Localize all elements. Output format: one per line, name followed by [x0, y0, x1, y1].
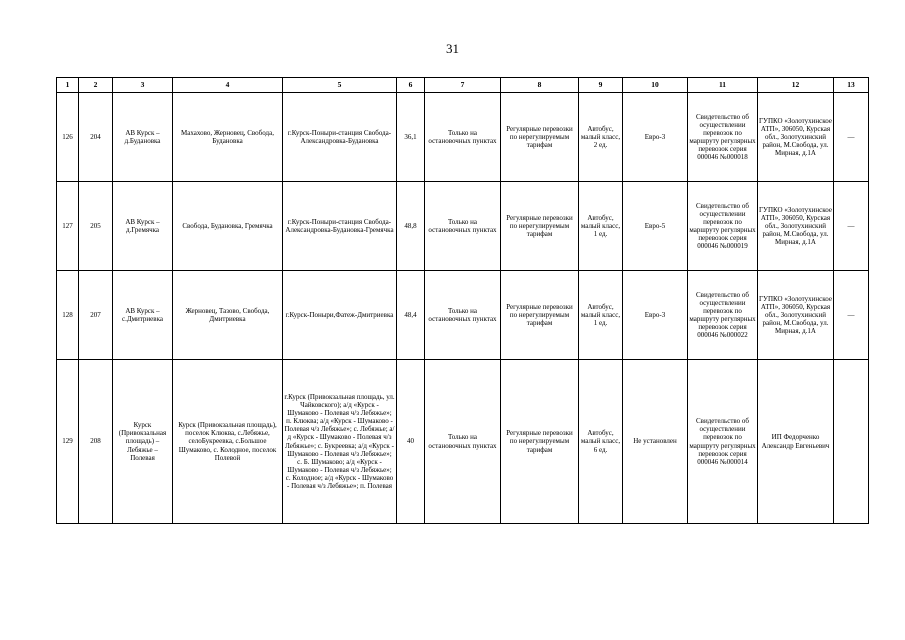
notes: — — [834, 93, 869, 182]
header-cell: 13 — [834, 78, 869, 93]
vehicle-class: Автобус, малый класс, 2 ед. — [579, 93, 623, 182]
header-cell: 3 — [113, 78, 173, 93]
header-cell: 4 — [173, 78, 283, 93]
boarding-procedure: Только на остановочных пунктах — [425, 271, 501, 360]
carrier: ГУПКО «Золотухинское АТП», 306050, Курская обл., Золотухинский район, М.Свобода, ул. Мирная, д.1А — [758, 93, 834, 182]
header-cell: 8 — [501, 78, 579, 93]
route-name: АВ Курск – с.Дмитриевка — [113, 271, 173, 360]
route-length: 48,8 — [397, 182, 425, 271]
carrier: ИП Федорченко Александр Евгеньевич — [758, 360, 834, 524]
route-number: 204 — [79, 93, 113, 182]
header-cell: 9 — [579, 78, 623, 93]
transport-type: Регулярные перевозки по нерегулируемым тарифам — [501, 271, 579, 360]
boarding-procedure: Только на остановочных пунктах — [425, 360, 501, 524]
intermediate-stops: Жерновец, Тазово, Свобода, Дмитриевка — [173, 271, 283, 360]
route-number: 207 — [79, 271, 113, 360]
header-cell: 7 — [425, 78, 501, 93]
boarding-procedure: Только на остановочных пунктах — [425, 182, 501, 271]
route-name: АВ Курск – д.Гремячка — [113, 182, 173, 271]
header-cell: 6 — [397, 78, 425, 93]
header-row — [57, 78, 869, 93]
page-number: 31 — [446, 41, 459, 56]
notes: — — [834, 271, 869, 360]
route-name: АВ Курск – д.Будановка — [113, 93, 173, 182]
header-cell: 2 — [79, 78, 113, 93]
route-length: 40 — [397, 360, 425, 524]
certificate: Свидетельство об осуществлении перевозок по маршруту регулярных перевозок серия 000046 №000014 — [688, 360, 758, 524]
header-cell: 12 — [758, 78, 834, 93]
table-row — [57, 93, 869, 182]
eco-class: Евро-3 — [623, 93, 688, 182]
route-streets: г.Курск (Привокзальная площадь, ул. Чайковского); а/д «Курск - Шумаково - Полевая ч/з Лебяжье»; п. Клюква; а/д «Курск - Шумаково - Полевая ч/з Лебяжье»; с. Лебяжье; а/д «Курск - Шумаково - Полевая ч/з Лебяжье»; с. Букреевка; а/д «Курск - Шумаково - Полевая ч/з Лебяжье»; с. Б. Шумаково; а/д «Курск - Шумаково - Полевая ч/з Лебяжье»; с. Колодное; а/д «Курск - Шумаково - Полевая ч/з Лебяжье»; п. Полевая — [283, 360, 397, 524]
registry-number: 128 — [57, 271, 79, 360]
registry-number: 127 — [57, 182, 79, 271]
certificate: Свидетельство об осуществлении перевозок по маршруту регулярных перевозок серия 000046 №000022 — [688, 271, 758, 360]
vehicle-class: Автобус, малый класс, 6 ед. — [579, 360, 623, 524]
intermediate-stops: Свобода, Будановка, Гремячка — [173, 182, 283, 271]
route-name: Курск (Привокзальная площадь) – Лебяжье – Полевая — [113, 360, 173, 524]
header-cell: 5 — [283, 78, 397, 93]
intermediate-stops: Махахово, Жерновец, Свобода, Будановка — [173, 93, 283, 182]
table-row — [57, 271, 869, 360]
vehicle-class: Автобус, малый класс, 1 ед. — [579, 182, 623, 271]
boarding-procedure: Только на остановочных пунктах — [425, 93, 501, 182]
route-number: 208 — [79, 360, 113, 524]
table-row — [57, 360, 869, 524]
registry-number: 129 — [57, 360, 79, 524]
table-row — [57, 182, 869, 271]
notes — [834, 360, 869, 524]
route-streets: г.Курск-Поныри-станция Свобода-Александровка-Будановка — [283, 93, 397, 182]
registry-number: 126 — [57, 93, 79, 182]
vehicle-class: Автобус, малый класс, 1 ед. — [579, 271, 623, 360]
route-streets: г.Курск-Поныри,Фатеж-Дмитриевка — [283, 271, 397, 360]
header-cell: 10 — [623, 78, 688, 93]
route-registry-table — [56, 77, 869, 524]
route-length: 48,4 — [397, 271, 425, 360]
notes: — — [834, 182, 869, 271]
header-cell: 11 — [688, 78, 758, 93]
carrier: ГУПКО «Золотухинское АТП», 306050, Курская обл., Золотухинский район, М.Свобода, ул. Мирная, д.1А — [758, 271, 834, 360]
header-cell: 1 — [57, 78, 79, 93]
certificate: Свидетельство об осуществлении перевозок по маршруту регулярных перевозок серия 000046 №000019 — [688, 182, 758, 271]
route-streets: г.Курск-Поныри-станция Свобода-Александровка-Будановка-Гремячка — [283, 182, 397, 271]
transport-type: Регулярные перевозки по нерегулируемым тарифам — [501, 182, 579, 271]
eco-class: Евро-5 — [623, 182, 688, 271]
transport-type: Регулярные перевозки по нерегулируемым тарифам — [501, 360, 579, 524]
intermediate-stops: Курск (Привокзальная площадь), поселок Клюква, с.Лебяжье, селоБукреевка, с.Большое Шумаково, с. Колодное, поселок Полевой — [173, 360, 283, 524]
certificate: Свидетельство об осуществлении перевозок по маршруту регулярных перевозок серия 000046 №000018 — [688, 93, 758, 182]
eco-class: Не установлен — [623, 360, 688, 524]
carrier: ГУПКО «Золотухинское АТП», 306050, Курская обл., Золотухинский район, М.Свобода, ул. Мирная, д.1А — [758, 182, 834, 271]
route-number: 205 — [79, 182, 113, 271]
route-length: 36,1 — [397, 93, 425, 182]
eco-class: Евро-3 — [623, 271, 688, 360]
transport-type: Регулярные перевозки по нерегулируемым тарифам — [501, 93, 579, 182]
